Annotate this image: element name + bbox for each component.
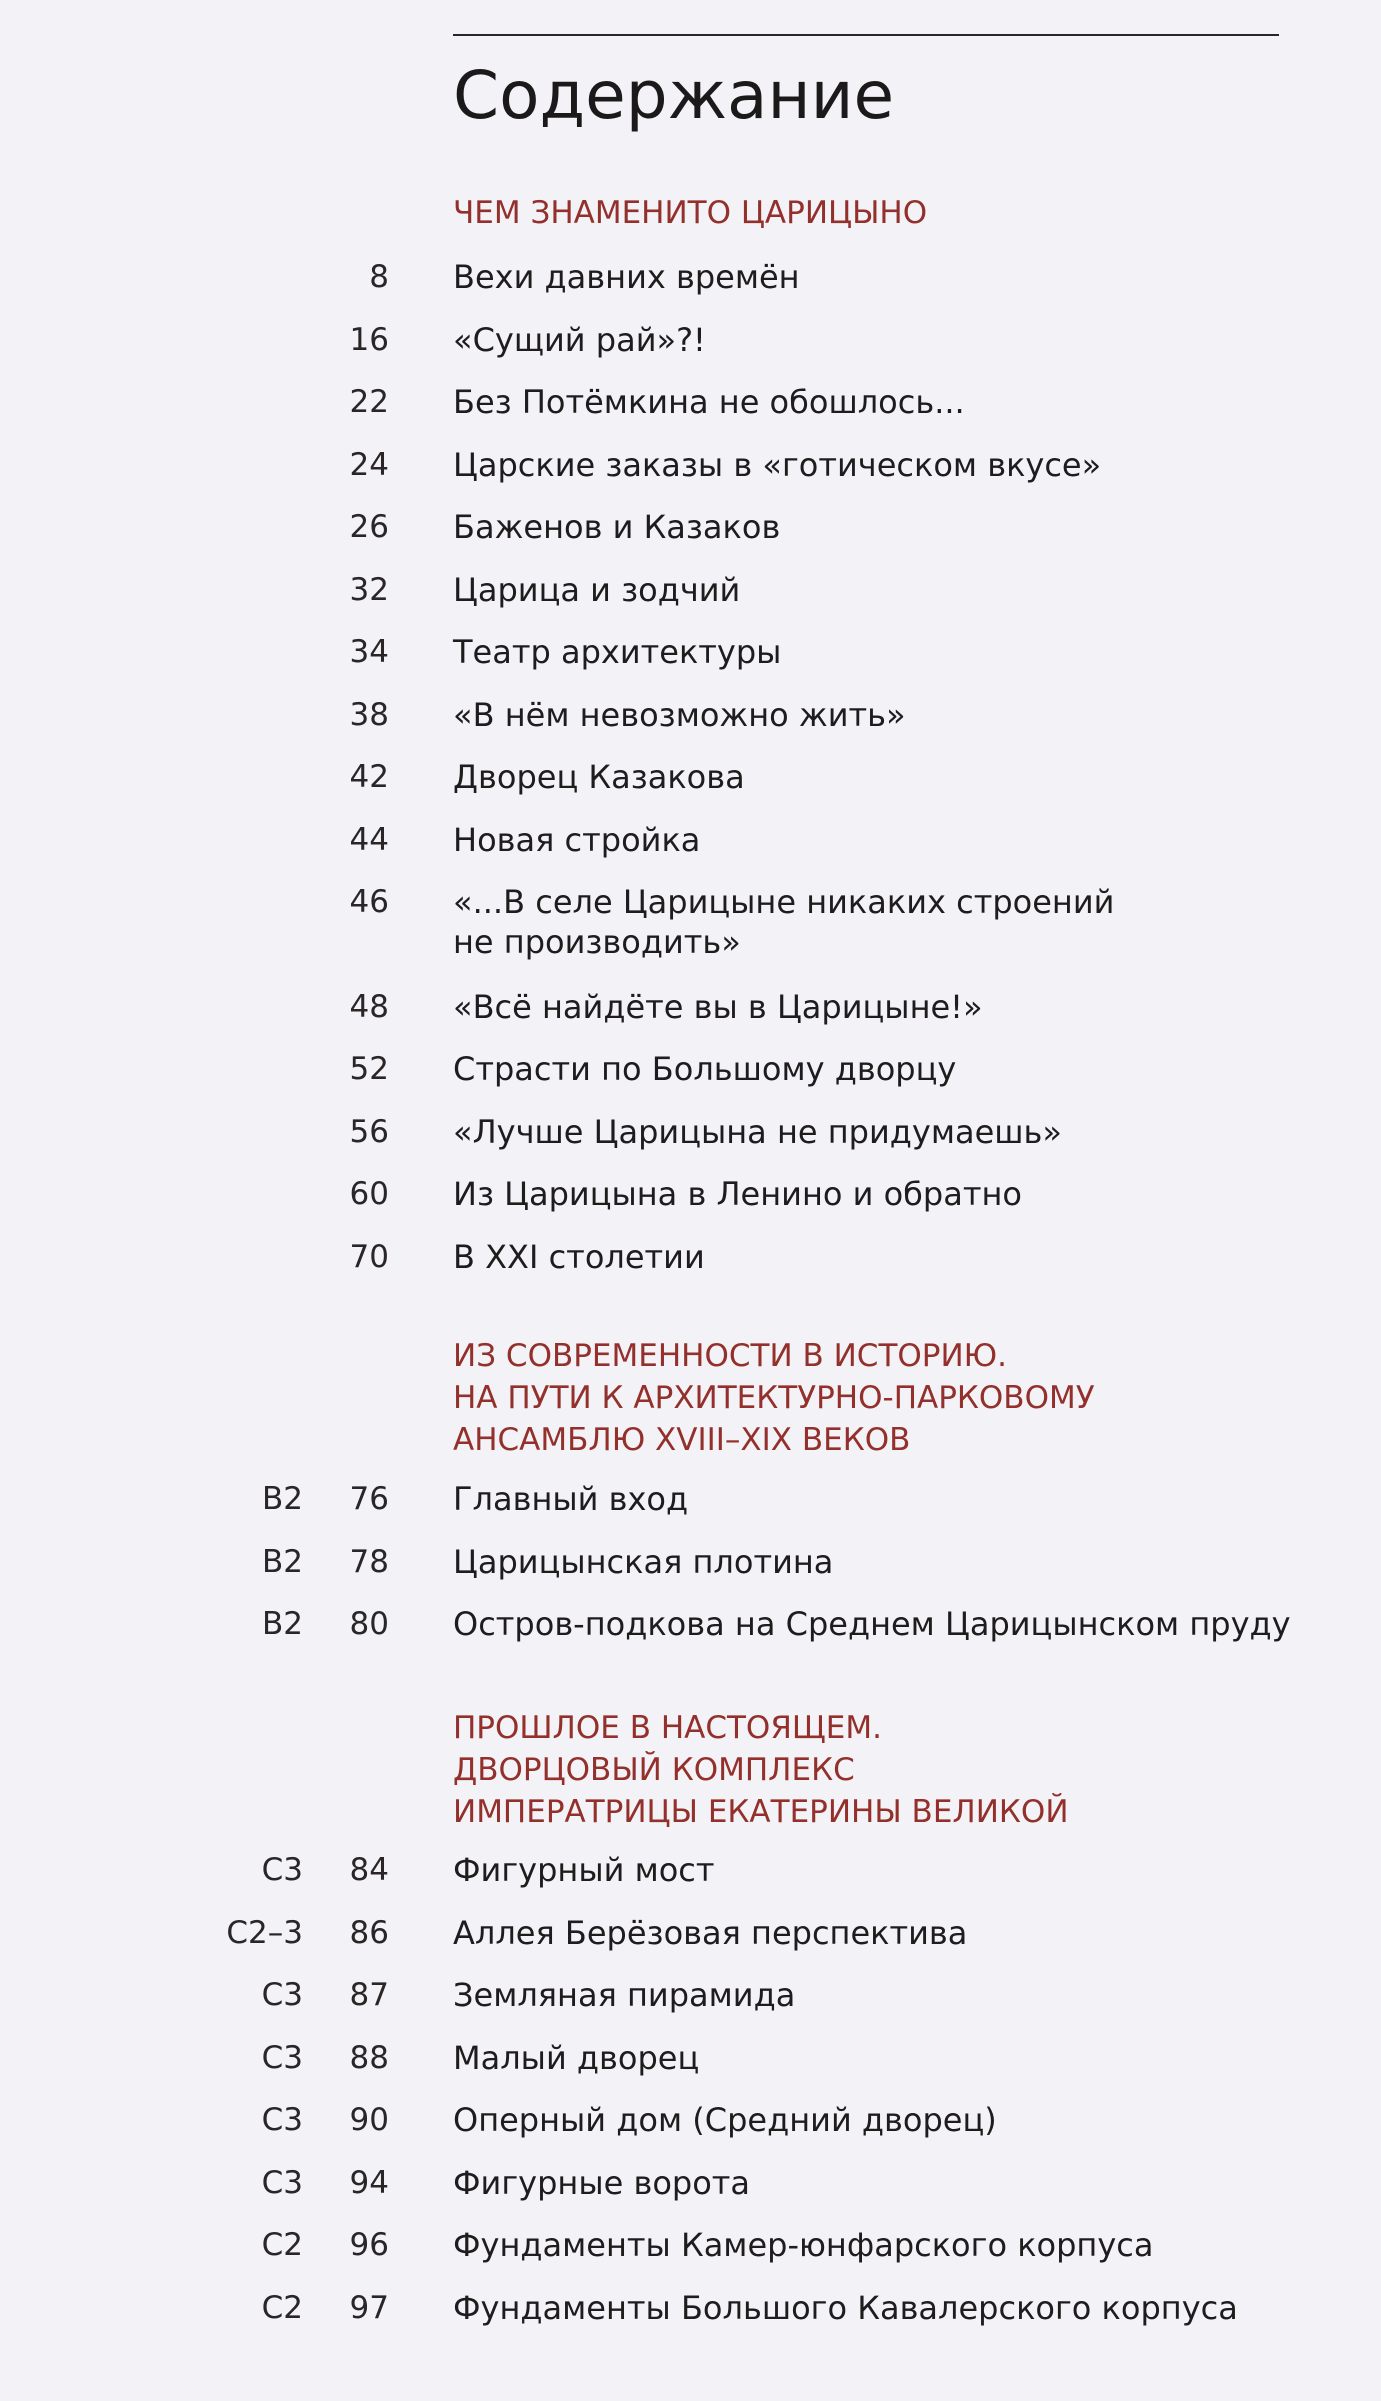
top-rule <box>453 34 1279 36</box>
entry-title-line: Дворец Казакова <box>453 758 745 796</box>
entry-title-line: Царица и зодчий <box>453 570 741 609</box>
entry-title <box>453 1108 1062 1152</box>
page-number: 80 <box>349 1606 389 1642</box>
entry-title-line: Главный вход <box>453 1480 689 1518</box>
page-number: 34 <box>349 634 389 670</box>
entry-title <box>453 316 706 360</box>
entry-title <box>453 441 1101 485</box>
entry-title-line: «...В селе Царицыне никаких строений <box>453 883 1115 921</box>
entry-title <box>453 2034 699 2078</box>
page-number: 22 <box>349 384 389 420</box>
entry-title <box>453 983 983 1027</box>
entry-title <box>453 628 781 672</box>
toc-entry[interactable] <box>0 2221 1381 2269</box>
toc-entry[interactable] <box>0 753 1381 801</box>
toc-entry[interactable] <box>0 983 1381 1031</box>
entry-title-line: Малый дворец <box>453 2038 700 2077</box>
page-number: 42 <box>349 759 389 795</box>
toc-entry[interactable] <box>0 441 1381 489</box>
page-number: 46 <box>349 884 389 920</box>
page-title: Содержание <box>453 57 895 134</box>
page-number: 56 <box>349 1113 389 1150</box>
toc-entry[interactable] <box>0 1233 1381 1281</box>
toc-entry[interactable] <box>0 1108 1381 1156</box>
toc-entry[interactable] <box>0 2034 1381 2082</box>
map-grid-code: C2 <box>261 2227 303 2263</box>
entry-title-line: Страсти по Большому дворцу <box>453 1050 957 1088</box>
section-heading-line: ПРОШЛОЕ В НАСТОЯЩЕМ. <box>453 1710 882 1746</box>
map-grid-code: C2–3 <box>226 1914 303 1951</box>
entry-title <box>453 2096 997 2140</box>
toc-entry[interactable] <box>0 1538 1381 1586</box>
page-number: 96 <box>349 2227 389 2263</box>
toc-entry[interactable] <box>0 1846 1381 1894</box>
map-grid-code: C3 <box>261 2039 303 2076</box>
map-grid-code: C3 <box>261 1852 303 1888</box>
toc-entry[interactable] <box>0 2096 1381 2144</box>
entry-title <box>453 378 965 422</box>
section-heading <box>453 1335 1095 1461</box>
entry-title <box>453 1971 795 2015</box>
page-number: 94 <box>349 2164 389 2201</box>
page-number: 48 <box>349 988 389 1025</box>
page-number: 97 <box>349 2289 389 2326</box>
page-number: 78 <box>349 1543 389 1580</box>
toc-entry[interactable] <box>0 1909 1381 1957</box>
toc-entry[interactable] <box>0 378 1381 426</box>
entry-title <box>453 2284 1238 2328</box>
entry-title-line: Из Царицына в Ленино и обратно <box>453 1175 1022 1213</box>
entry-title-line: «Всё найдёте вы в Царицыне!» <box>453 987 983 1026</box>
entry-title-line: Фигурные ворота <box>453 2163 751 2202</box>
entry-title <box>453 1233 705 1277</box>
map-grid-code: B2 <box>262 1481 303 1517</box>
toc-entry[interactable] <box>0 1475 1381 1523</box>
toc-entry[interactable] <box>0 878 1381 961</box>
page-number: 32 <box>349 571 389 608</box>
page-number: 44 <box>349 821 389 858</box>
toc-entry[interactable] <box>0 503 1381 551</box>
map-grid-code: C3 <box>261 1977 303 2013</box>
map-grid-code: B2 <box>262 1606 303 1642</box>
section-heading-line: АНСАМБЛЮ XVIII–XIX ВЕКОВ <box>453 1422 911 1458</box>
entry-title-line: Остров-подкова на Среднем Царицынском пруду <box>453 1605 1291 1643</box>
toc-entry[interactable] <box>0 1170 1381 1218</box>
entry-title <box>453 566 740 610</box>
toc-entry[interactable] <box>0 816 1381 864</box>
page-number: 88 <box>349 2039 389 2076</box>
entry-title <box>453 691 906 735</box>
page-number: 90 <box>349 2102 389 2138</box>
entry-title <box>453 878 1114 962</box>
toc-entry[interactable] <box>0 691 1381 739</box>
page-number: 70 <box>349 1238 389 1275</box>
map-grid-code: C2 <box>261 2289 303 2326</box>
page-number: 16 <box>349 321 389 358</box>
entry-title <box>453 253 800 297</box>
toc-entry[interactable] <box>0 2284 1381 2332</box>
entry-title-line: Новая стройка <box>453 820 701 859</box>
entry-title-line: «Лучше Царицына не придумаешь» <box>453 1112 1062 1151</box>
map-grid-code: B2 <box>262 1543 303 1580</box>
entry-title <box>453 1475 688 1519</box>
toc-entry[interactable] <box>0 566 1381 614</box>
entry-title <box>453 753 745 797</box>
entry-title-line: Фигурный мост <box>453 1851 715 1889</box>
entry-title-line: Фундаменты Камер-юнфарского корпуса <box>453 2226 1154 2264</box>
toc-entry[interactable] <box>0 1971 1381 2019</box>
toc-entry[interactable] <box>0 2159 1381 2207</box>
entry-title <box>453 1045 956 1089</box>
toc-entry[interactable] <box>0 1600 1381 1648</box>
entry-title-line: В XXI столетии <box>453 1237 705 1276</box>
page-number: 86 <box>349 1914 389 1951</box>
page-number: 24 <box>349 446 389 483</box>
entry-title-line: Земляная пирамида <box>453 1976 796 2014</box>
page-number: 52 <box>349 1051 389 1087</box>
entry-title-line: Фундаменты Большого Кавалерского корпуса <box>453 2288 1238 2327</box>
entry-title <box>453 1538 833 1582</box>
page-number: 76 <box>349 1481 389 1517</box>
entry-title-line: Царские заказы в «готическом вкусе» <box>453 445 1102 484</box>
entry-title-line: Царицынская плотина <box>453 1542 834 1581</box>
entry-title <box>453 1909 967 1953</box>
section-heading-line: ИМПЕРАТРИЦЫ ЕКАТЕРИНЫ ВЕЛИКОЙ <box>453 1794 1069 1830</box>
entry-title <box>453 2159 750 2203</box>
page-number: 26 <box>349 509 389 545</box>
entry-title <box>453 503 780 547</box>
entry-title <box>453 1170 1022 1214</box>
map-grid-code: C3 <box>261 2102 303 2138</box>
entry-title-line: Вехи давних времён <box>453 258 800 296</box>
entry-title <box>453 1846 715 1890</box>
map-grid-code: C3 <box>261 2164 303 2201</box>
section-heading-line: ЧЕМ ЗНАМЕНИТО ЦАРИЦЫНО <box>453 195 928 231</box>
entry-title-line: Оперный дом (Средний дворец) <box>453 2101 997 2139</box>
entry-title-line: не производить» <box>453 923 741 961</box>
toc-entry[interactable] <box>0 253 1381 301</box>
page-number: 87 <box>349 1977 389 2013</box>
entry-title <box>453 2221 1153 2265</box>
section-heading-line: ИЗ СОВРЕМЕННОСТИ В ИСТОРИЮ. <box>453 1338 1007 1374</box>
section-heading-line: ДВОРЦОВЫЙ КОМПЛЕКС <box>453 1752 855 1788</box>
entry-title-line: Театр архитектуры <box>453 633 782 671</box>
page-number: 84 <box>349 1852 389 1888</box>
entry-title-line: Аллея Берёзовая перспектива <box>453 1913 968 1952</box>
toc-entry[interactable] <box>0 316 1381 364</box>
page-number: 8 <box>369 259 389 295</box>
toc-entry[interactable] <box>0 628 1381 676</box>
entry-title-line: «В нём невозможно жить» <box>453 695 906 734</box>
entry-title <box>453 1600 1291 1644</box>
section-heading <box>453 192 927 234</box>
entry-title <box>453 816 700 860</box>
page-number: 60 <box>349 1176 389 1212</box>
toc-entry[interactable] <box>0 1045 1381 1093</box>
entry-title-line: Баженов и Казаков <box>453 508 781 546</box>
section-heading <box>453 1707 1069 1833</box>
entry-title-line: «Сущий рай»?! <box>453 320 706 359</box>
entry-title-line: Без Потёмкина не обошлось... <box>453 383 965 421</box>
section-heading-line: НА ПУТИ К АРХИТЕКТУРНО-ПАРКОВОМУ <box>453 1380 1095 1416</box>
page-number: 38 <box>349 696 389 733</box>
